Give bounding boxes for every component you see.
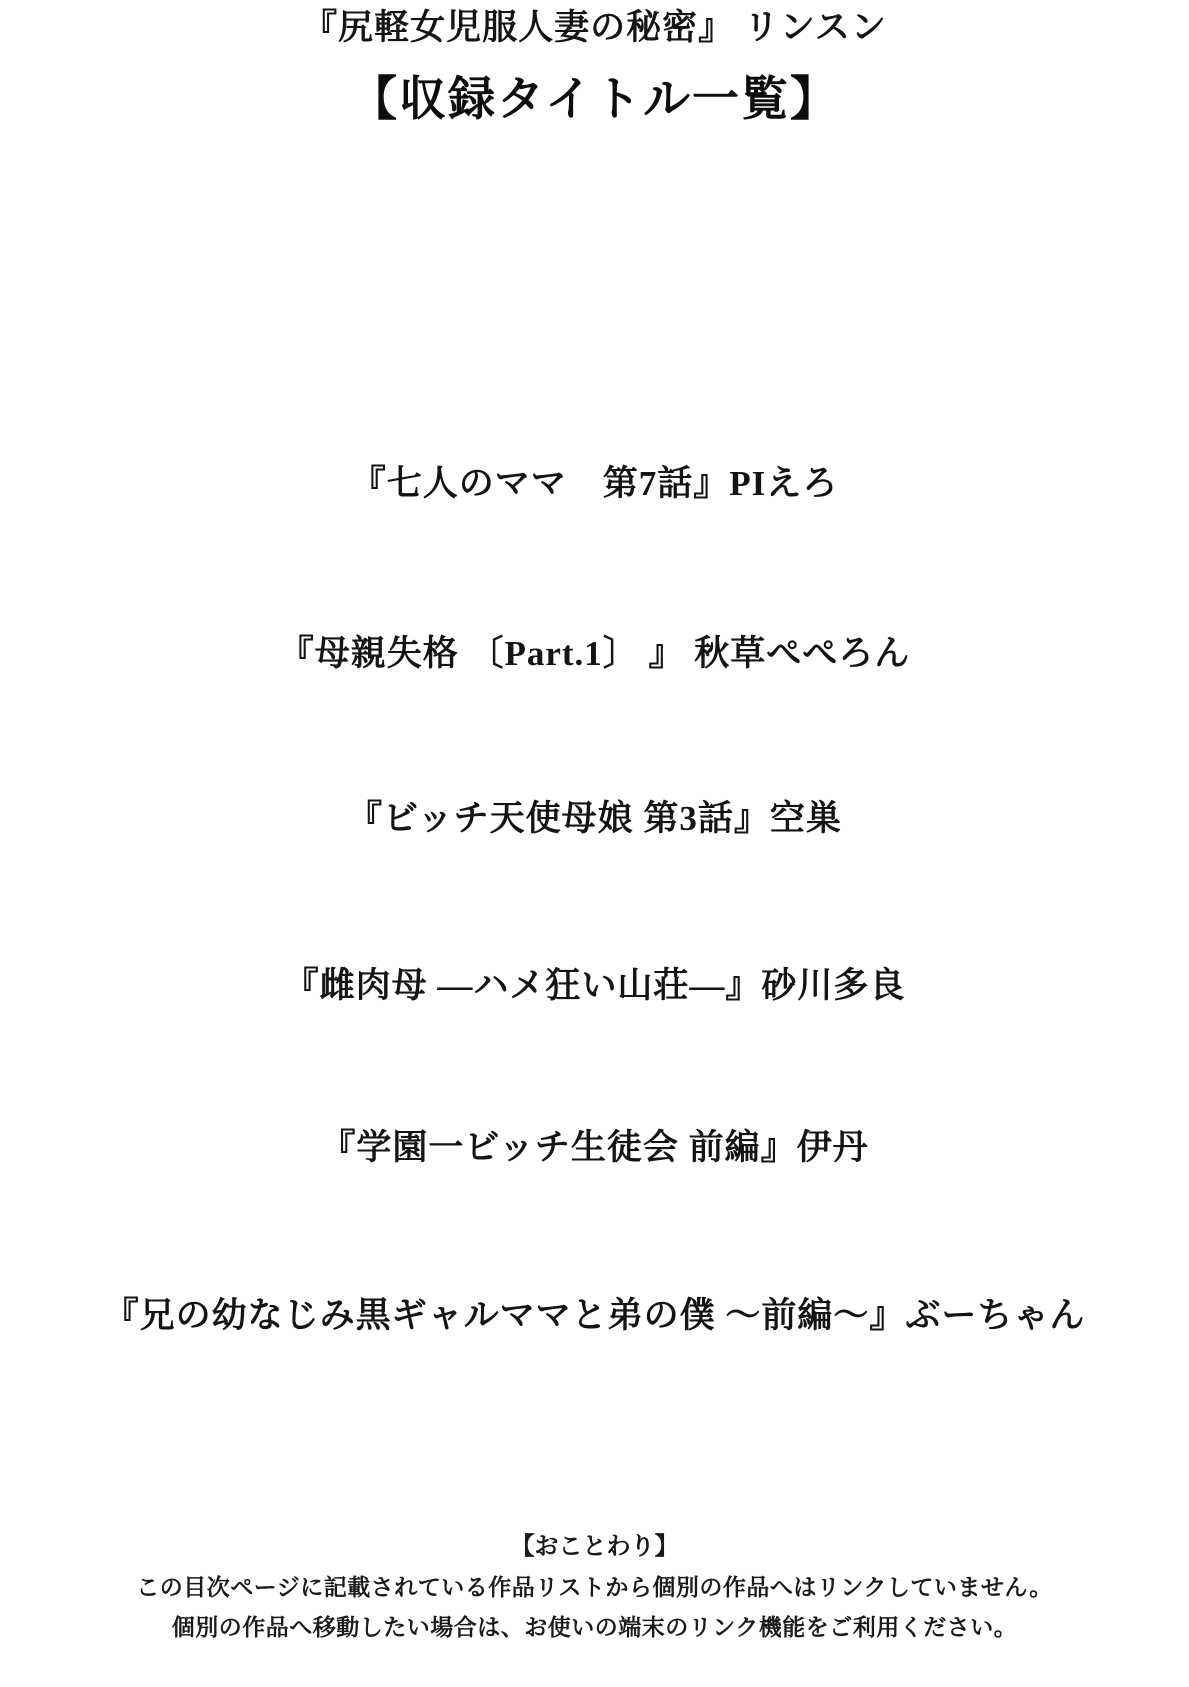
toc-entry: 『学園一ビッチ生徒会 前編』伊丹 — [320, 1128, 869, 1167]
toc-entry: 『兄の幼なじみ黒ギャルママと弟の僕 ～前編～』ぶーちゃん — [103, 1296, 1086, 1335]
notice-block — [0, 1527, 1189, 1647]
toc-entry: 『雌肉母 ―ハメ狂い山荘―』砂川多良 — [283, 966, 906, 1005]
notice-heading: 【おことわり】 — [510, 1533, 679, 1560]
toc-entry: 『ビッチ天使母娘 第3話』空巣 — [347, 799, 842, 838]
notice-line: 個別の作品へ移動したい場合は、お使いの端末のリンク機能をご利用ください。 — [171, 1614, 1018, 1640]
page-title: 【収録タイトル一覧】 — [349, 74, 840, 126]
toc-entry: 『母親失格 〔Part.1〕 』 秋草ぺぺろん — [278, 634, 911, 673]
toc-entry: 『七人のママ 第7話』PIえろ — [350, 464, 839, 503]
notice-line: この目次ページに記載されている作品リストから個別の作品へはリンクしていません。 — [136, 1574, 1053, 1600]
toc-entry: 『尻軽女児服人妻の秘密』 リンスン — [302, 8, 887, 47]
